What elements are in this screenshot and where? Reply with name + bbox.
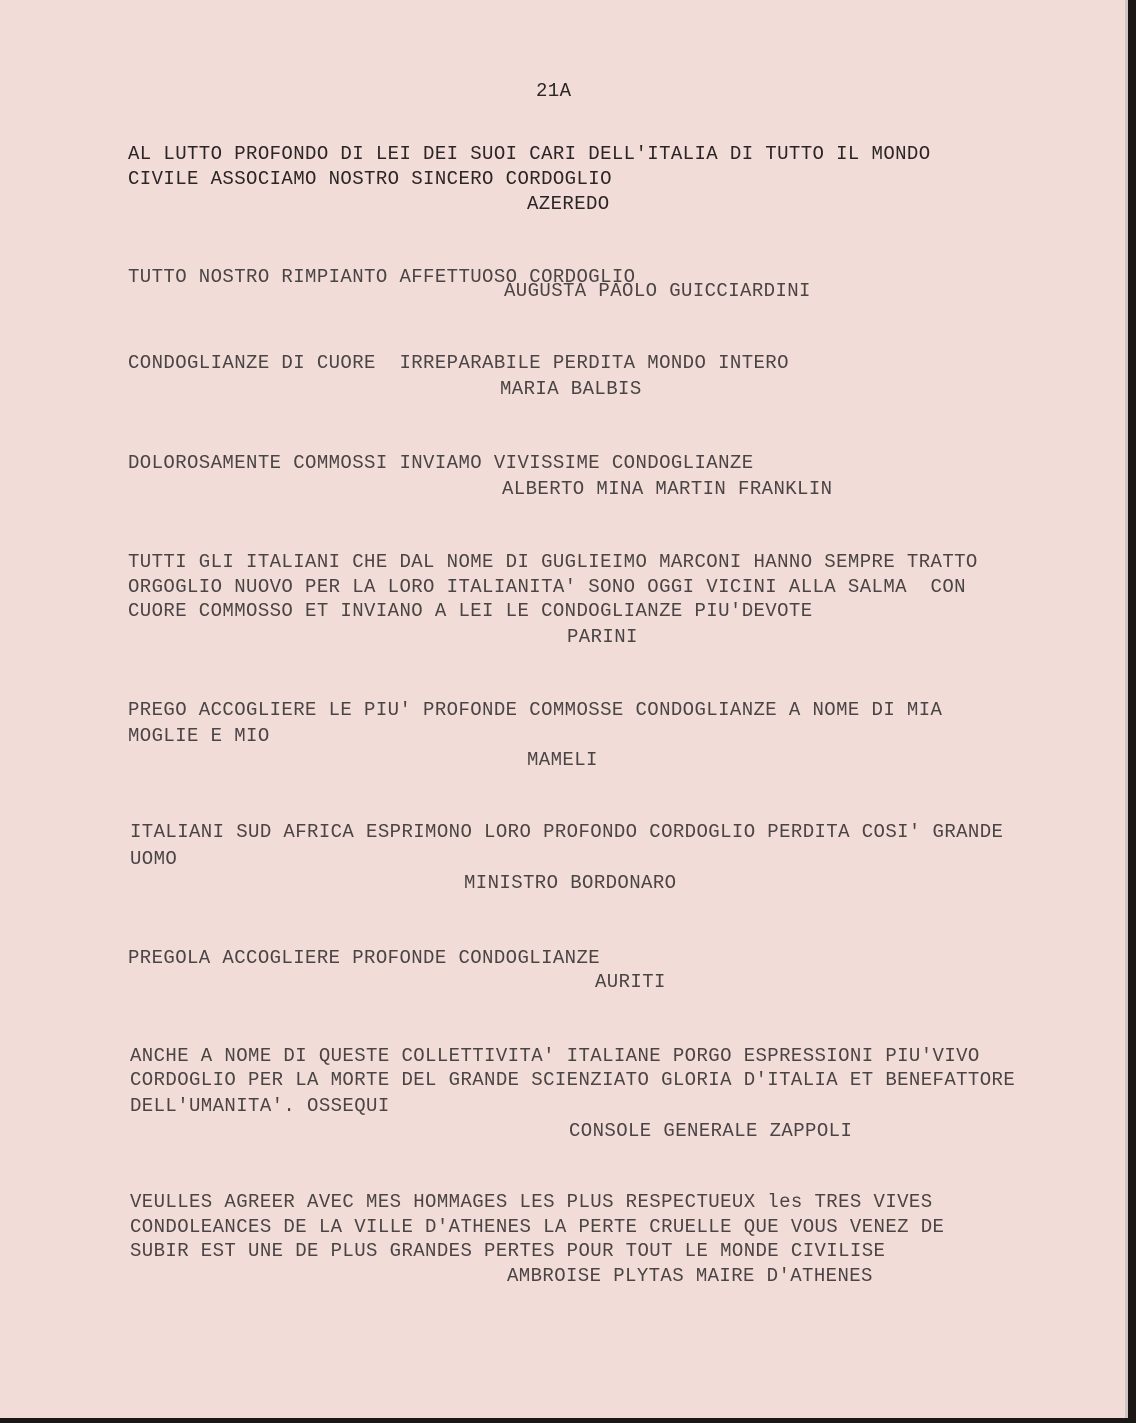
message-line: ANCHE A NOME DI QUESTE COLLETTIVITA' ITALIANE PORGO ESPRESSIONI PIU'VIVO	[130, 1045, 980, 1067]
message-line: ITALIANI SUD AFRICA ESPRIMONO LORO PROFONDO CORDOGLIO PERDITA COSI' GRANDE	[130, 821, 1004, 843]
message-line: PREGOLA ACCOGLIERE PROFONDE CONDOGLIANZE	[128, 947, 601, 969]
signature: PARINI	[567, 626, 638, 648]
page-number: 21A	[536, 80, 572, 102]
message-line: DELL'UMANITA'. OSSEQUI	[130, 1095, 390, 1117]
signature: MINISTRO BORDONARO	[464, 872, 677, 894]
signature: AZEREDO	[527, 193, 610, 215]
signature: AMBROISE PLYTAS MAIRE D'ATHENES	[507, 1265, 873, 1287]
message-line: SUBIR EST UNE DE PLUS GRANDES PERTES POUR TOUT LE MONDE CIVILISE	[130, 1240, 886, 1262]
message-line: CUORE COMMOSSO ET INVIANO A LEI LE CONDOGLIANZE PIU'DEVOTE	[128, 600, 813, 622]
message-line: PREGO ACCOGLIERE LE PIU' PROFONDE COMMOSSE CONDOGLIANZE A NOME DI MIA	[128, 699, 943, 721]
message-line: UOMO	[130, 848, 178, 870]
message-line: CONDOGLIANZE DI CUORE IRREPARABILE PERDITA MONDO INTERO	[128, 352, 789, 374]
signature: MAMELI	[527, 749, 598, 771]
message-line: VEULLES AGREER AVEC MES HOMMAGES LES PLUS RESPECTUEUX les TRES VIVES	[130, 1191, 933, 1213]
signature: MARIA BALBIS	[500, 378, 642, 400]
signature: CONSOLE GENERALE ZAPPOLI	[569, 1120, 853, 1142]
message-line: AL LUTTO PROFONDO DI LEI DEI SUOI CARI DELL'ITALIA DI TUTTO IL MONDO	[128, 143, 931, 165]
message-line: CIVILE ASSOCIAMO NOSTRO SINCERO CORDOGLIO	[128, 168, 612, 190]
signature: ALBERTO MINA MARTIN FRANKLIN	[502, 478, 833, 500]
message-line: TUTTO NOSTRO RIMPIANTO AFFETTUOSO CORDOGLIO	[128, 266, 636, 288]
message-line: TUTTI GLI ITALIANI CHE DAL NOME DI GUGLIEIMO MARCONI HANNO SEMPRE TRATTO	[128, 551, 978, 573]
signature: AURITI	[595, 971, 666, 993]
message-line: CONDOLEANCES DE LA VILLE D'ATHENES LA PERTE CRUELLE QUE VOUS VENEZ DE	[130, 1216, 945, 1238]
message-line: DOLOROSAMENTE COMMOSSI INVIAMO VIVISSIME CONDOGLIANZE	[128, 452, 754, 474]
message-line: CORDOGLIO PER LA MORTE DEL GRANDE SCIENZIATO GLORIA D'ITALIA ET BENEFATTORE	[130, 1069, 1016, 1091]
signature: AUGUSTA PAOLO GUICCIARDINI	[504, 280, 811, 302]
message-line: ORGOGLIO NUOVO PER LA LORO ITALIANITA' SONO OGGI VICINI ALLA SALMA CON	[128, 576, 966, 598]
message-line: MOGLIE E MIO	[128, 725, 270, 747]
